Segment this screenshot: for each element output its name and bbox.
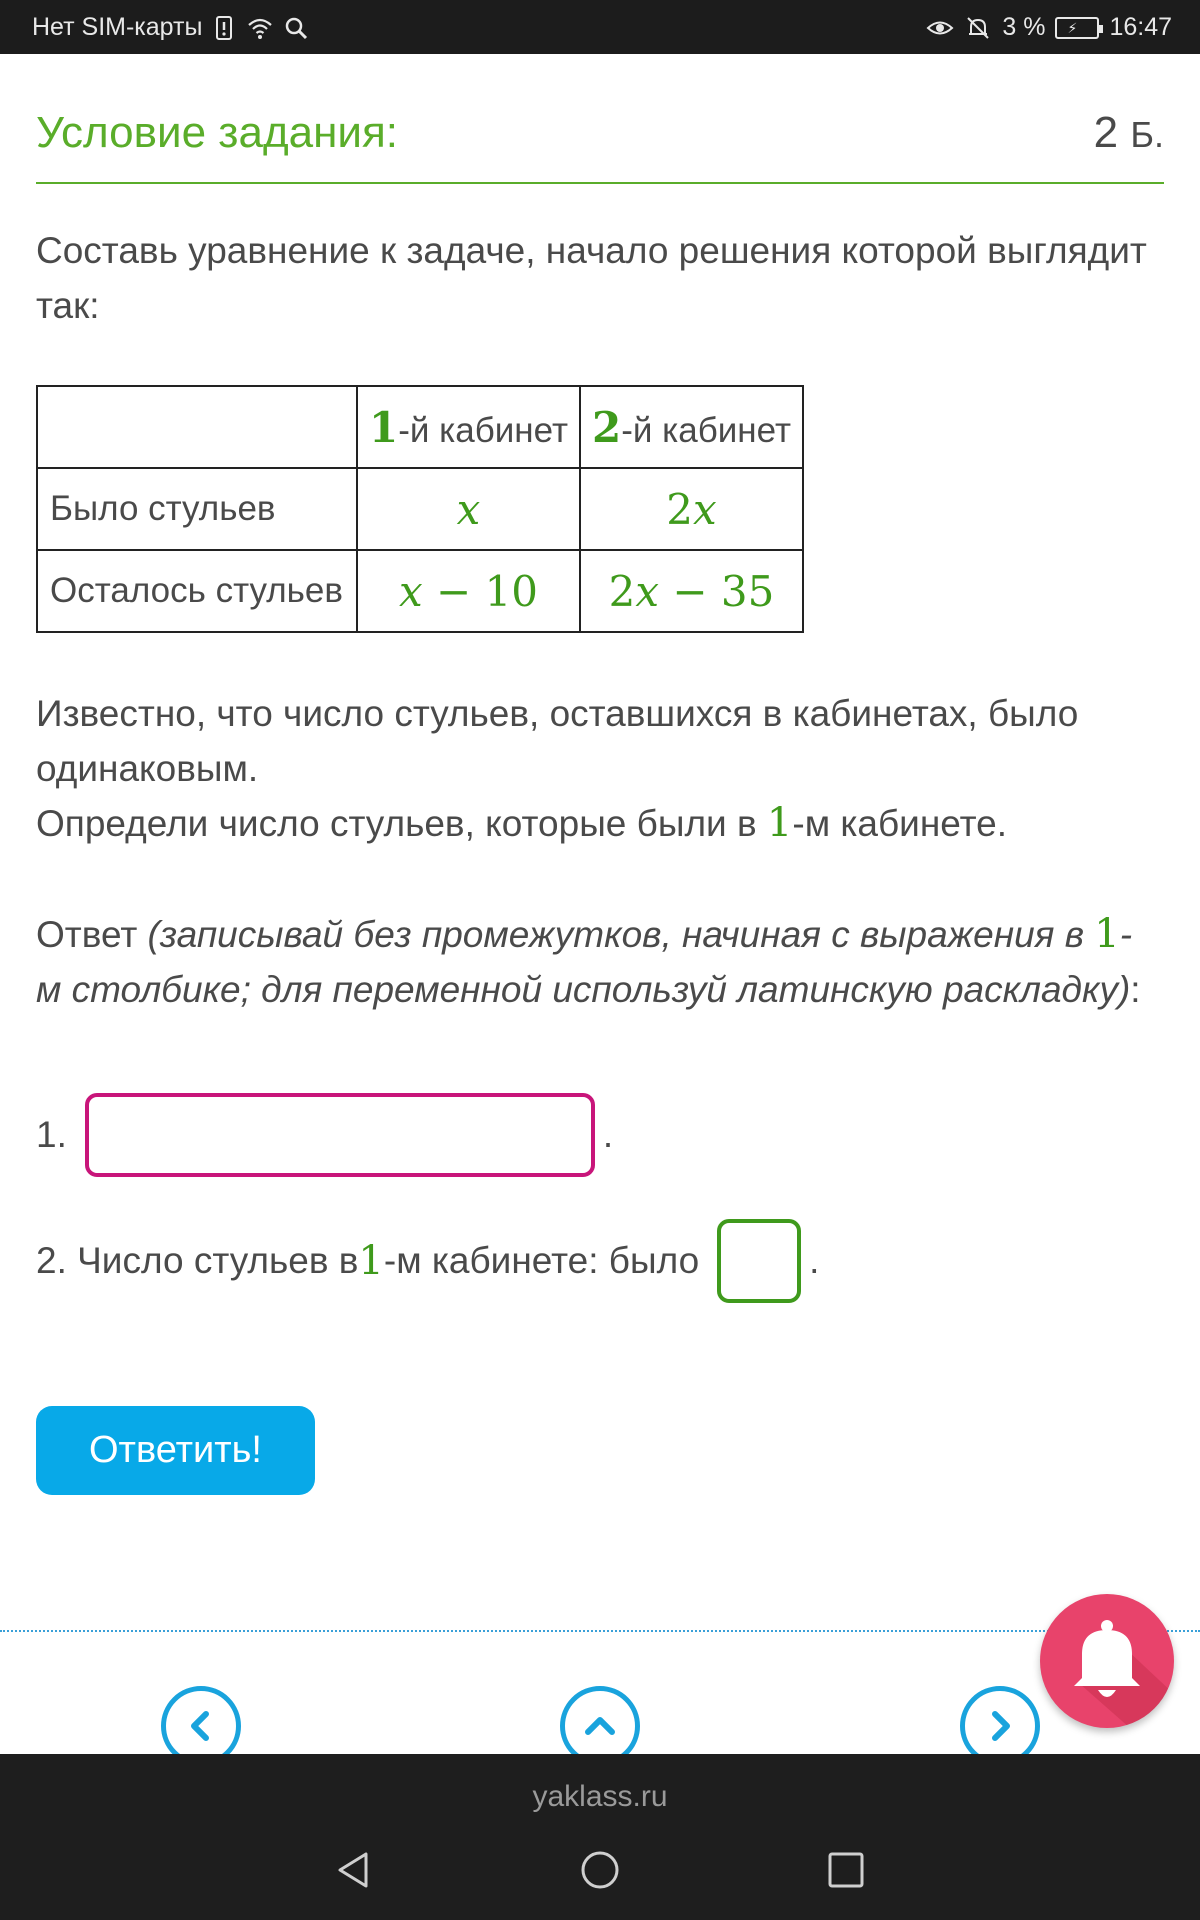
eye-icon <box>926 14 954 42</box>
answer2-dot: . <box>809 1240 820 1281</box>
mute-bell-icon <box>964 14 992 42</box>
search-icon <box>282 14 310 42</box>
task-title: Условие задания: <box>36 108 399 157</box>
determine-post: -м кабинете. <box>792 803 1008 844</box>
task-intro: Составь уравнение к задаче, начало решения которой выглядит так: <box>36 230 1147 326</box>
task-header <box>36 104 1164 184</box>
bell-icon <box>1040 1594 1174 1728</box>
status-left <box>32 13 310 42</box>
equation-input[interactable] <box>85 1093 595 1177</box>
header-text: -й кабинет <box>398 410 568 450</box>
math-rest: − 35 <box>659 566 775 616</box>
table-row <box>37 386 803 468</box>
answer-row-1 <box>36 1093 613 1177</box>
divider <box>0 1630 1200 1632</box>
math-var: x <box>456 484 481 534</box>
chevron-up-icon <box>580 1706 620 1746</box>
data-table <box>36 385 804 633</box>
table-header-cell <box>357 386 580 468</box>
answer-tail: : <box>1130 969 1141 1010</box>
submit-button[interactable]: Ответить! <box>36 1406 315 1495</box>
answer1-dot: . <box>602 1114 614 1155</box>
math-rest: − 10 <box>422 566 539 616</box>
chairs-count-input[interactable] <box>717 1219 801 1303</box>
table-corner-cell <box>37 386 357 468</box>
site-url: yaklass.ru <box>532 1780 668 1813</box>
battery-icon: ⚡ <box>1055 17 1099 39</box>
table-row <box>37 550 803 632</box>
math-num: 2 <box>666 484 694 534</box>
hint-num: 1 <box>1094 911 1120 957</box>
points-unit: Б. <box>1130 114 1164 155</box>
row-label: Было стульев <box>37 468 357 550</box>
answer1-label: 1. <box>36 1114 67 1155</box>
answer-prompt <box>36 907 1156 1017</box>
clock: 16:47 <box>1109 13 1172 41</box>
status-bar <box>0 0 1200 54</box>
wifi-icon <box>246 14 274 42</box>
header-num: 2 <box>592 402 622 452</box>
recents-square-icon[interactable] <box>826 1850 866 1890</box>
sim-alert-icon <box>210 14 238 42</box>
points-value: 2 <box>1093 108 1119 157</box>
determine-num: 1 <box>766 800 793 846</box>
math-var: x <box>635 566 660 616</box>
answer2-label-pre: 2. Число стульев в <box>36 1240 359 1281</box>
table-header-cell <box>580 386 803 468</box>
row-label: Осталось стульев <box>37 550 357 632</box>
math-var: x <box>693 484 717 534</box>
determine-text <box>36 796 1156 851</box>
battery-percent: 3 % <box>1002 13 1046 41</box>
notifications-button[interactable] <box>1040 1594 1174 1728</box>
determine-pre: Определи число стульев, которые были в <box>36 803 767 844</box>
table-cell <box>580 468 803 550</box>
chevron-left-icon <box>181 1706 221 1746</box>
bottom-bar <box>0 1754 1200 1920</box>
carrier-text: Нет SIM-карты <box>32 13 203 41</box>
math-var: x <box>398 566 423 616</box>
task-points <box>1094 108 1164 158</box>
table-row <box>37 468 803 550</box>
table-cell <box>357 468 580 550</box>
table-cell <box>357 550 580 632</box>
answer-label: Ответ <box>36 914 148 955</box>
answer-hint: (записывай без промежутков, начиная с выражения в 1-м столбике; для переменной используй латинскую раскладку) <box>36 911 1133 1010</box>
home-circle-icon[interactable] <box>580 1850 620 1890</box>
math-num: 2 <box>608 566 636 616</box>
status-right <box>926 13 1172 42</box>
chevron-right-icon <box>980 1706 1020 1746</box>
known-text: Известно, что число стульев, оставшихся в кабинетах, было одинаковым. <box>36 693 1079 789</box>
back-triangle-icon[interactable] <box>334 1850 374 1890</box>
answer2-label-post: -м кабинете: было <box>383 1240 700 1281</box>
header-text: -й кабинет <box>621 410 791 450</box>
header-num: 1 <box>369 402 399 452</box>
answer-row-2 <box>36 1219 819 1303</box>
answer2-label-num: 1 <box>358 1238 384 1284</box>
table-cell <box>580 550 803 632</box>
